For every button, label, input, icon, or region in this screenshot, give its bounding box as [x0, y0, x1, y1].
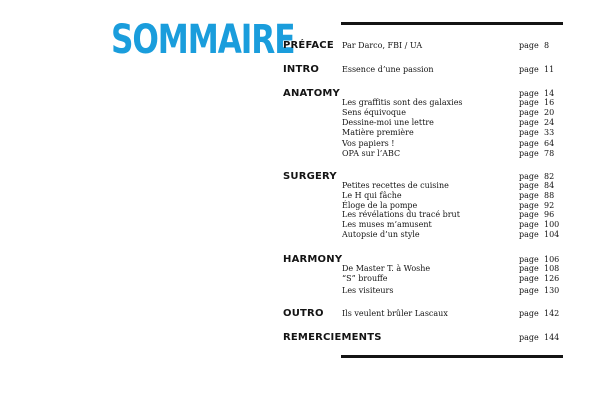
- toc-entry: [0, 191, 600, 201]
- page-title: SOMMAIRE: [111, 17, 295, 63]
- page-number: 126: [544, 274, 560, 283]
- page-label: page: [519, 274, 539, 283]
- page-number: 24: [544, 118, 555, 127]
- section-title: HARMONY: [283, 254, 343, 265]
- entry-title: “S” brouffe: [342, 274, 388, 283]
- page-number: 78: [544, 149, 555, 158]
- page-label: page: [519, 149, 539, 158]
- page-label: page: [519, 65, 539, 74]
- toc-entry: [0, 210, 600, 220]
- section-title: OUTRO: [283, 308, 324, 319]
- entry-title: Les graffitis sont des galaxies: [342, 98, 463, 107]
- page-number: 100: [544, 220, 560, 229]
- page-label: page: [519, 108, 539, 117]
- page-label: page: [519, 41, 539, 50]
- section-title: PRÉFACE: [283, 40, 334, 51]
- toc-entry: [0, 181, 600, 191]
- page-label: page: [519, 139, 539, 148]
- toc-entry: [0, 309, 600, 319]
- page-label: page: [519, 118, 539, 127]
- page-number: 64: [544, 139, 555, 148]
- entry-title: Ils veulent brûler Lascaux: [342, 309, 448, 318]
- toc-entry: [0, 65, 600, 75]
- entry-title: Les révélations du tracé brut: [342, 210, 460, 219]
- toc-entry: [0, 139, 600, 149]
- page-label: page: [519, 128, 539, 137]
- page-number: 142: [544, 309, 560, 318]
- toc-entry: [0, 41, 600, 51]
- entry-title: De Master T. à Woshe: [342, 264, 431, 273]
- entry-title: Matière première: [342, 128, 414, 137]
- page-label: page: [519, 191, 539, 200]
- toc-entry: [0, 118, 600, 128]
- entry-title: Les visiteurs: [342, 286, 394, 295]
- page-label: page: [519, 220, 539, 229]
- page-number: 16: [544, 98, 555, 107]
- top-rule: [341, 22, 563, 25]
- section-title: ANATOMY: [283, 88, 340, 99]
- page-label: page: [519, 201, 539, 210]
- entry-title: Sens équivoque: [342, 108, 406, 117]
- section-title: REMERCIEMENTS: [283, 332, 382, 343]
- page-number: 14: [544, 89, 555, 98]
- section-title: SURGERY: [283, 171, 337, 182]
- page-number: 144: [544, 333, 560, 342]
- page-label: page: [519, 98, 539, 107]
- page-label: page: [519, 286, 539, 295]
- page-number: 82: [544, 172, 555, 181]
- page-number: 20: [544, 108, 555, 117]
- toc-entry: [0, 220, 600, 230]
- page-label: page: [519, 172, 539, 181]
- page-number: 92: [544, 201, 555, 210]
- toc-entry: [0, 264, 600, 274]
- entry-title: Essence d’une passion: [342, 65, 434, 74]
- page-number: 106: [544, 255, 560, 264]
- page-label: page: [519, 264, 539, 273]
- page-label: page: [519, 309, 539, 318]
- page-number: 33: [544, 128, 555, 137]
- page-number: 84: [544, 181, 555, 190]
- page-label: page: [519, 333, 539, 342]
- toc-entry: [0, 333, 600, 343]
- entry-title: Les muses m’amusent: [342, 220, 432, 229]
- page-number: 96: [544, 210, 555, 219]
- entry-title: Éloge de la pompe: [342, 201, 418, 210]
- page-number: 108: [544, 264, 560, 273]
- toc-entry: [0, 230, 600, 240]
- page-label: page: [519, 210, 539, 219]
- page-label: page: [519, 255, 539, 264]
- toc-entry: [0, 286, 600, 296]
- entry-title: Vos papiers !: [342, 139, 395, 148]
- entry-title: Par Darco, FBI / UA: [342, 41, 423, 50]
- page-label: page: [519, 181, 539, 190]
- entry-title: OPA sur l’ABC: [342, 149, 401, 158]
- section-title: INTRO: [283, 64, 320, 75]
- page-number: 11: [544, 65, 555, 74]
- entry-title: Le H qui fâche: [342, 191, 402, 200]
- entry-title: Petites recettes de cuisine: [342, 181, 449, 190]
- toc-entry: [0, 149, 600, 159]
- page-number: 8: [544, 41, 550, 50]
- page-number: 104: [544, 230, 560, 239]
- toc-entry: [0, 98, 600, 108]
- page-number: 88: [544, 191, 555, 200]
- page-label: page: [519, 89, 539, 98]
- bottom-rule: [341, 355, 563, 358]
- toc-entry: [0, 128, 600, 138]
- page-number: 130: [544, 286, 560, 295]
- toc-entry: [0, 274, 600, 284]
- entry-title: Dessine-moi une lettre: [342, 118, 434, 127]
- toc-entry: [0, 108, 600, 118]
- entry-title: Autopsie d’un style: [342, 230, 420, 239]
- page-label: page: [519, 230, 539, 239]
